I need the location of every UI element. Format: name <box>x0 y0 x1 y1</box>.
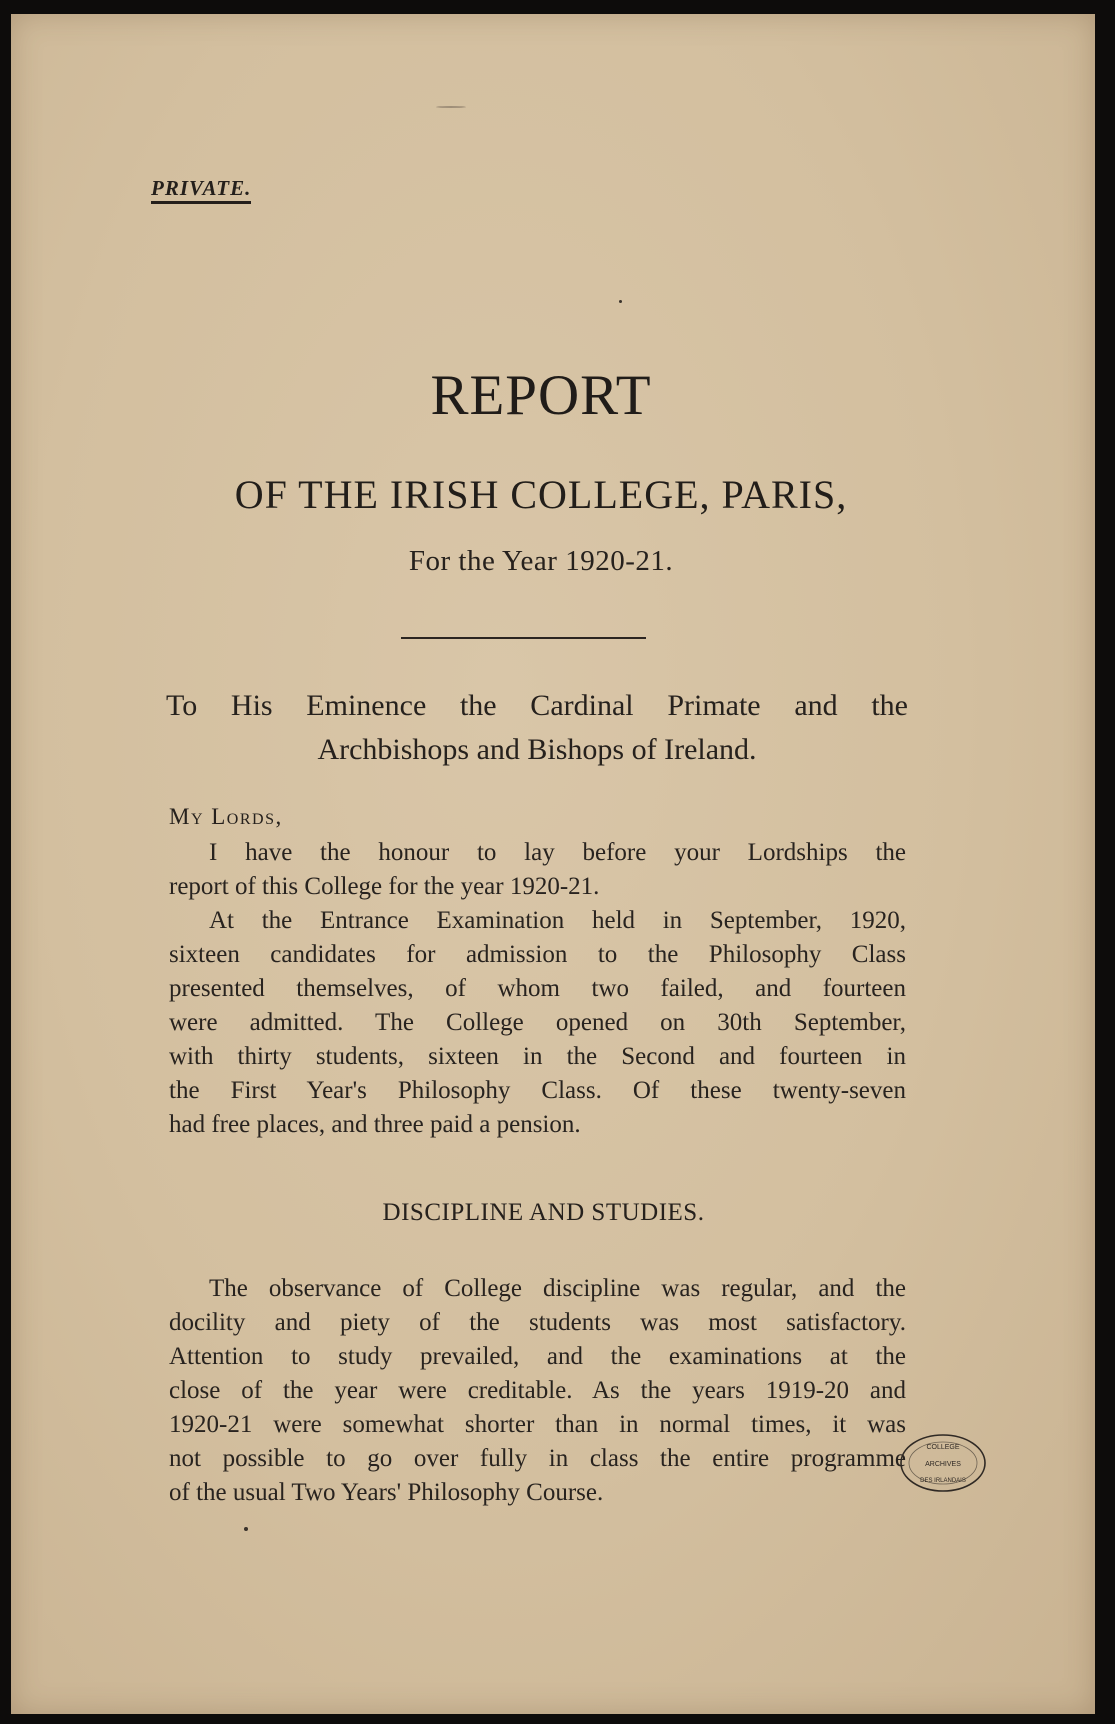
stamp-text: COLLEGE <box>926 1444 960 1451</box>
section-heading: DISCIPLINE AND STUDIES. <box>382 1199 705 1226</box>
paper-speck <box>619 300 622 303</box>
paragraph-line: presented themselves, of whom two failed, and fourteen <box>169 975 906 1002</box>
paragraph-line: report of this College for the year 1920-21. <box>169 873 600 900</box>
addressee-block <box>166 684 908 772</box>
report-title: REPORT <box>430 364 652 427</box>
paragraph-line: were admitted. The College opened on 30th September, <box>169 1009 906 1036</box>
salutation: My Lords, <box>169 804 283 829</box>
paragraph-line: At the Entrance Examination held in September, 1920, <box>209 907 906 934</box>
paper-speck <box>244 1527 248 1531</box>
paragraph-line: I have the honour to lay before your Lordships the <box>209 839 906 866</box>
stamp-text: ARCHIVES <box>925 1461 961 1468</box>
paragraph-line: sixteen candidates for admission to the Philosophy Class <box>169 941 906 968</box>
paragraph-line: with thirty students, sixteen in the Second and fourteen in <box>169 1043 906 1070</box>
paper-speck <box>436 106 466 108</box>
report-year: For the Year 1920-21. <box>408 545 674 577</box>
report-subtitle: OF THE IRISH COLLEGE, PARIS, <box>234 472 848 517</box>
paragraph-line: 1920-21 were somewhat shorter than in normal times, it was <box>169 1411 906 1438</box>
private-marking: PRIVATE. <box>151 176 251 204</box>
paragraph-honour <box>169 836 906 904</box>
paragraph-line: the First Year's Philosophy Class. Of these twenty-seven <box>169 1077 906 1104</box>
paragraph-line: not possible to go over fully in class the entire programme <box>169 1445 906 1472</box>
archive-stamp-icon <box>899 1432 987 1494</box>
divider-rule <box>401 637 646 639</box>
paragraph-line: of the usual Two Years' Philosophy Course. <box>169 1479 604 1506</box>
paragraph-line: Attention to study prevailed, and the examinations at the <box>169 1343 906 1370</box>
paragraph-entrance <box>169 904 906 1142</box>
stamp-text: DES IRLANDAIS <box>920 1478 966 1484</box>
paragraph-line: close of the year were creditable. As the years 1919-20 and <box>169 1377 906 1404</box>
paragraph-discipline <box>169 1272 906 1510</box>
addressee-line: Archbishops and Bishops of Ireland. <box>317 733 757 766</box>
document-page <box>11 14 1095 1714</box>
paragraph-line: docility and piety of the students was most satisfactory. <box>169 1309 906 1336</box>
paragraph-line: The observance of College discipline was regular, and the <box>209 1275 906 1302</box>
addressee-line: To His Eminence the Cardinal Primate and the <box>166 689 908 722</box>
paragraph-line: had free places, and three paid a pension. <box>169 1111 581 1138</box>
